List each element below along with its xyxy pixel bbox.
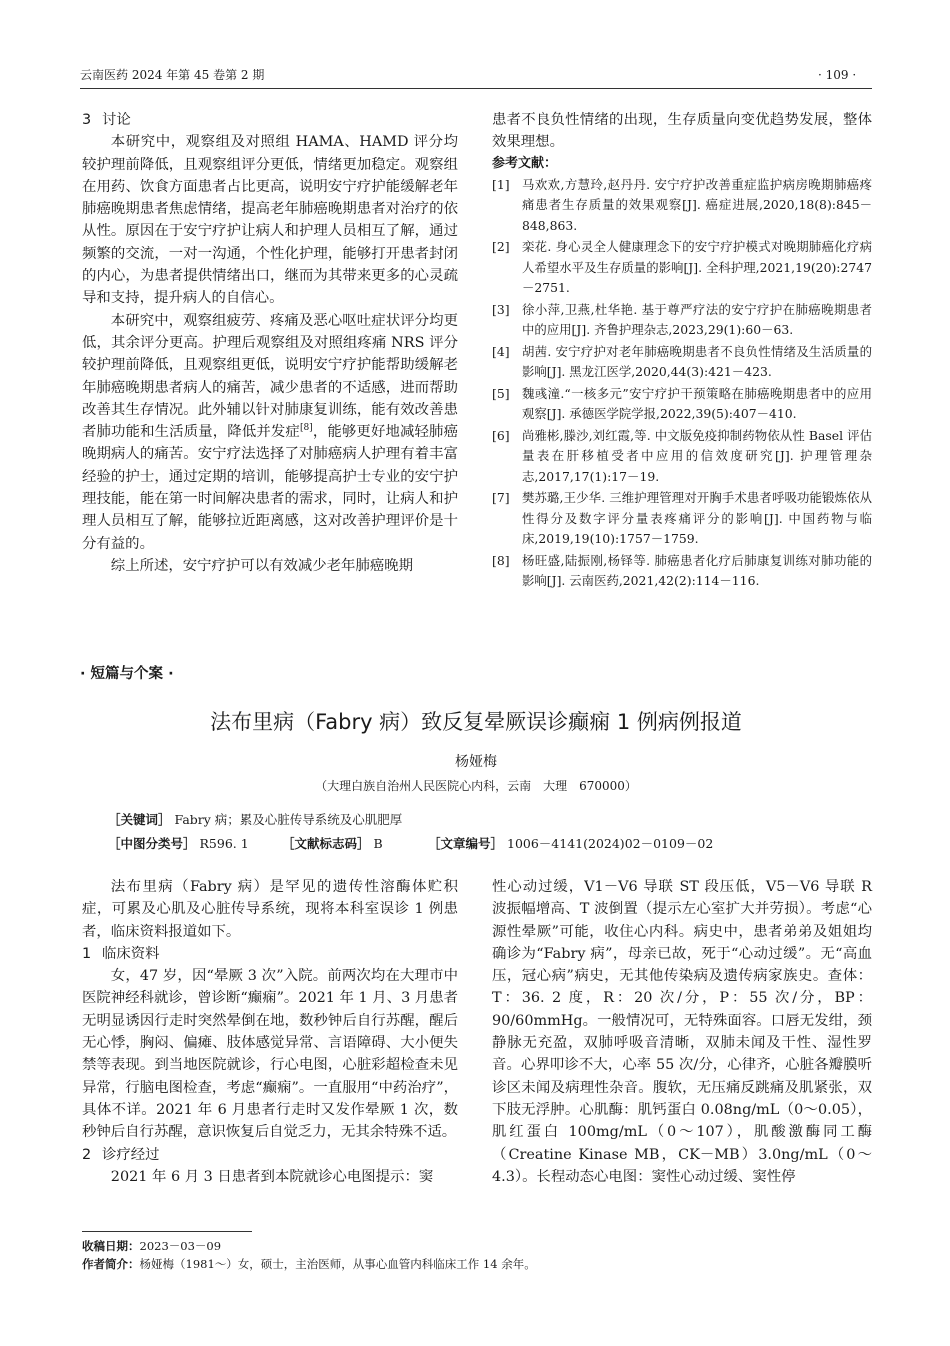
document-code-line	[282, 835, 383, 853]
discussion-paragraph-2-part-b: ，能够更好地减轻肺癌晚期病人的痛苦。安宁疗法选择了对肺癌病人护理有着丰富经验的护士，通过定期的培训，能够提高护士专业的安宁护理技能，能在第一时间解决患者的需求，同时，让病人和护理人员相互了解，能够拉近距离感，这对改善护理评价是十分有益的。	[82, 424, 458, 552]
reference-text: 魏彧潼.“一核多元”安宁疗护干预策略在肺癌晚期患者中的应用观察[J]. 承德医学院学报,2022,39(5):407－410.	[522, 385, 872, 422]
keywords-value: Fabry 病；累及心脏传导系统及心肌肥厚	[174, 812, 403, 827]
column-label: · 短篇与个案 ·	[80, 666, 174, 682]
reference-text: 徐小萍,卫燕,杜华艳. 基于尊严疗法的安宁疗护在肺癌晚期患者中的应用[J]. 齐鲁护理杂志,2023,29(1):60－63.	[522, 301, 872, 338]
article-number-value: 1006－4141(2024)02－0109－02	[507, 836, 714, 851]
reference-item	[492, 426, 872, 488]
clinical-data-heading-text: 临床资料	[102, 945, 160, 962]
case-report-right-column	[492, 876, 872, 1188]
discussion-paragraph-1: 本研究中，观察组及对照组 HAMA、HAMD 评分均较护理前降低，且观察组评分更低，情绪更加稳定。观察组在用药、饮食方面患者占比更高，说明安宁疗护能缓解老年肺癌晚期患者焦虑情绪，提高老年肺癌晚期患者对治疗的依从性。原因在于安宁疗护让病人和护理人员相互了解，通过频繁的交流，一对一沟通，个性化护理，能够打开患者封闭的内心，为患者提供情绪出口，继而为其带来更多的心灵疏导和支持，提升病人的自信心。	[82, 134, 458, 307]
reference-number: [5]	[492, 385, 510, 401]
treatment-paragraph-continued: 性心动过缓，V1－V6 导联 ST 段压低，V5－V6 导联 R 波振幅增高、T 波倒置（提示左心室扩大并劳损）。考虑“心源性晕厥”可能，收住心内科。病史中，患者弟弟及姐姐均确诊为“Fabry 病”，母亲已故，死于“心动过缓”。无“高血压，冠心病”病史，无其他传染病及遗传病家族史。查体：T：36. 2 度，R：20 次/分，P：55 次/分，BP：90/60mmHg。一般情况可，无特殊面容。口唇无发绀，颈静脉无充盈，双肺呼吸音清晰，双肺未闻及干性、湿性罗音。心界叩诊不大，心率 55 次/分，心律齐，心脏各瓣膜听诊区未闻及病理性杂音。腹软，无压痛反跳痛及肌紧张，双下肢无浮肿。心肌酶：肌钙蛋白 0.08ng/mL（0～0.05），肌红蛋白 100mg/mL（0～107），肌酸激酶同工酶（Creatine Kinase MB，CK－MB）3.0ng/mL（0～4.3）。长程动态心电图：窦性心动过缓、窦性停	[492, 879, 872, 1185]
clinical-data-heading-number: 1	[82, 945, 92, 962]
reference-item	[492, 384, 872, 425]
discussion-paragraph-2	[82, 310, 458, 555]
document-code-value: B	[373, 836, 383, 851]
references-heading: 参考文献：	[492, 155, 558, 171]
footnote-rule	[82, 1231, 252, 1232]
discussion-heading-text: 讨论	[102, 112, 131, 128]
references-column	[492, 109, 872, 592]
reference-text: 胡茜. 安宁疗护对老年肺癌晚期患者不良负性情绪及生活质量的影响[J]. 黑龙江医学,2020,44(3):421－423.	[522, 343, 872, 380]
reference-number: [4]	[492, 343, 510, 359]
article-title: 法布里病（Fabry 病）致反复晕厥误诊癫痫 1 例病例报道	[210, 710, 742, 734]
reference-item	[492, 300, 872, 341]
discussion-paragraph-2-part-a: 本研究中，观察组疲劳、疼痛及恶心呕吐症状评分均更低，其余评分更高。护理后观察组及对照组疼痛 NRS 评分较护理前降低，且观察组更低，说明安宁疗护能帮助缓解老年肺癌晚期患者病人的痛苦，减少患者的不适感，进而帮助改善其生存情况。此外辅以针对肺康复训练，能有效改善患者肺功能和生活质量，降低并发症	[82, 312, 458, 441]
reference-item	[492, 175, 872, 237]
case-report-left-column	[82, 876, 458, 1188]
clc-label: ［中图分类号］	[108, 836, 196, 851]
article-number-label: ［文章编号］	[428, 836, 504, 851]
reference-number: [6]	[492, 427, 510, 443]
received-date-note	[82, 1238, 221, 1254]
treatment-heading-number: 2	[82, 1146, 92, 1163]
discussion-heading	[82, 109, 458, 131]
clc-line	[108, 835, 249, 853]
reference-item	[492, 237, 872, 299]
discussion-heading-number: 3	[82, 112, 92, 128]
clc-value: R596. 1	[199, 836, 249, 851]
reference-text: 栾花. 身心灵全人健康理念下的安宁疗护模式对晚期肺癌化疗病人希望水平及生存质量的影响[J]. 全科护理,2021,19(20):2747－2751.	[522, 239, 872, 296]
article-author: 杨娅梅	[455, 754, 497, 770]
reference-text: 杨旺盛,陆振刚,杨铎等. 肺癌患者化疗后肺康复训练对肺功能的影响[J]. 云南医药,2021,42(2):114－116.	[522, 552, 872, 589]
case-intro: 法布里病（Fabry 病）是罕见的遗传性溶酶体贮积症，可累及心肌及心脏传导系统，现将本科室误诊 1 例患者，临床资料报道如下。	[82, 879, 458, 940]
author-bio-note	[82, 1256, 536, 1272]
discussion-paragraph-3: 综上所述，安宁疗护可以有效减少老年肺癌晚期	[110, 557, 414, 574]
reference-number: [2]	[492, 239, 510, 255]
reference-text: 樊苏璐,王少华. 三维护理管理对开胸手术患者呼吸功能锻炼依从性得分及数字评分量表疼痛评分的影响[J]. 中国药物与临床,2019,19(10):1757－1759.	[522, 490, 872, 547]
received-date-value: 2023－03－09	[139, 1239, 222, 1253]
reference-item	[492, 551, 872, 592]
reference-text: 尚雅彬,滕沙,刘红霞,等. 中文版免疫抑制药物依从性 Basel 评估量表在肝移植受者中应用的信效度研究[J]. 护理管理杂志,2017,17(1):17－19.	[522, 427, 872, 484]
reference-number: [8]	[492, 552, 510, 568]
author-bio-label: 作者简介：	[82, 1257, 140, 1271]
keywords-label: ［关键词］	[108, 812, 171, 827]
author-bio-value: 杨娅梅（1981～）女，硕士，主治医师，从事心血管内科临床工作 14 余年。	[139, 1257, 536, 1271]
reference-item	[492, 488, 872, 550]
citation-8: [8]	[299, 423, 313, 434]
reference-item	[492, 342, 872, 383]
document-code-label: ［文献标志码］	[282, 836, 370, 851]
author-affiliation: （大理白族自治州人民医院心内科，云南 大理 670000）	[315, 779, 637, 793]
received-date-label: 收稿日期：	[82, 1239, 140, 1253]
clinical-data-paragraph: 女，47 岁，因“晕厥 3 次”入院。前两次均在大理市中医院神经科就诊，曾诊断“癫痫”。2021 年 1 月、3 月患者无明显诱因行走时突然晕倒在地，数秒钟后自行苏醒，醒后无心悸，胸闷、偏瘫、肢体感觉异常、言语障碍、大小便失禁等表现。到当地医院就诊，行心电图，心脏彩超检查未见异常，行脑电图检查，考虑“癫痫”。一直服用“中药治疗”，具体不详。2021 年 6 月患者行走时又发作晕厥 1 次，数秒钟后自行苏醒，意识恢复后自觉乏力，无其余特殊不适。	[82, 968, 458, 1141]
clinical-data-heading	[82, 943, 458, 965]
treatment-heading	[82, 1144, 458, 1166]
discussion-section	[82, 109, 458, 577]
page-number: · 109 ·	[818, 68, 857, 82]
reference-number: [1]	[492, 176, 510, 192]
reference-text: 马欢欢,方慧玲,赵丹丹. 安宁疗护改善重症监护病房晚期肺癌疼痛患者生存质量的效果观察[J]. 癌症进展,2020,18(8):845－848,863.	[522, 176, 872, 233]
treatment-paragraph: 2021 年 6 月 3 日患者到本院就诊心电图提示：窦	[110, 1168, 434, 1185]
reference-number: [7]	[492, 490, 510, 506]
article-number-line	[428, 835, 713, 853]
reference-number: [3]	[492, 301, 510, 317]
treatment-heading-text: 诊疗经过	[102, 1146, 160, 1163]
discussion-paragraph-3-continued: 患者不良负性情绪的出现，生存质量向变优趋势发展，整体效果理想。	[492, 112, 872, 151]
header-rule	[80, 88, 872, 89]
keywords-line	[108, 811, 402, 829]
journal-issue: 云南医药 2024 年第 45 卷第 2 期	[80, 68, 265, 82]
